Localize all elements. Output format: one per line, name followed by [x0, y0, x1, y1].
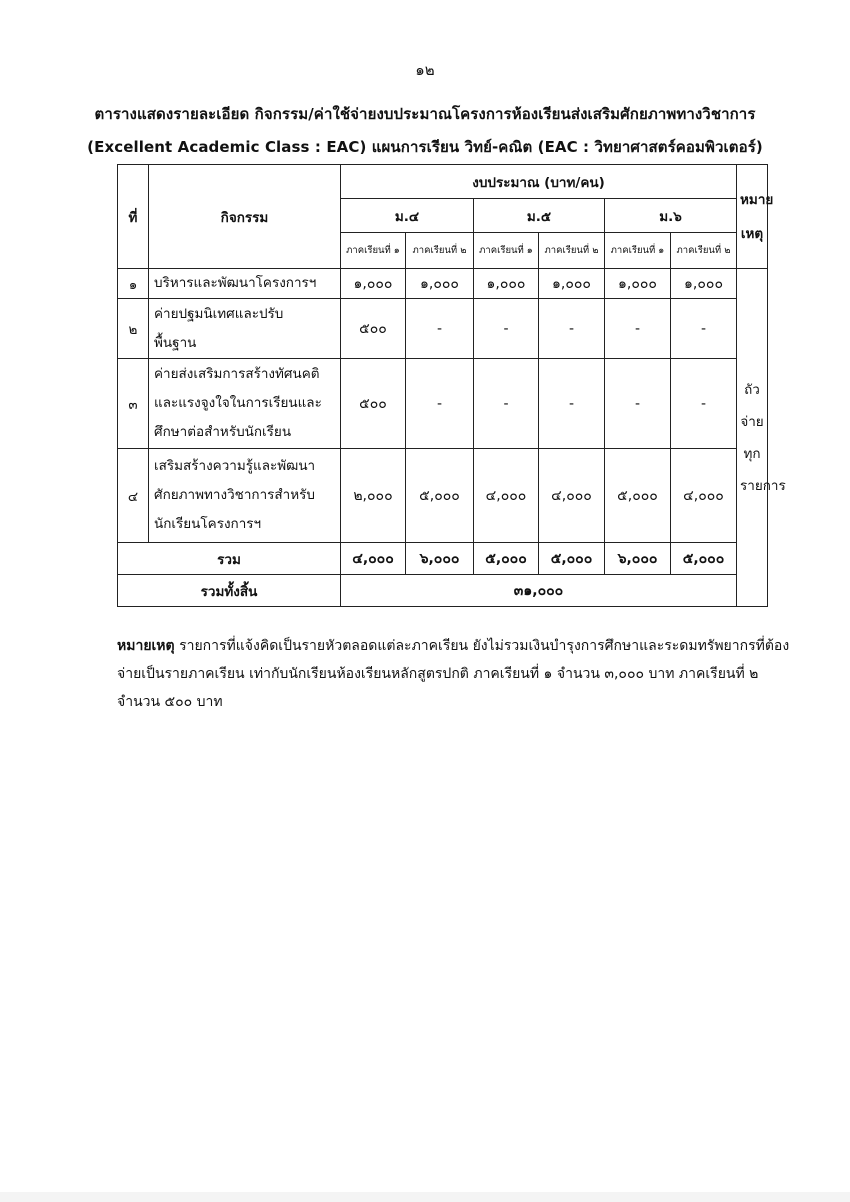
note-cell — [737, 269, 786, 607]
total-value: ๖,๐๐๐ — [605, 543, 671, 575]
page-number: ๑๒ — [415, 61, 435, 79]
value-cell: ๑,๐๐๐ — [671, 269, 737, 299]
total-value: ๔,๐๐๐ — [341, 543, 406, 575]
activity-line: ศักยภาพทางวิชาการสำหรับ — [154, 487, 315, 503]
value-cell: ๕๐๐ — [341, 359, 406, 449]
header-no: ที่ — [118, 165, 149, 269]
activity-line: และแรงจูงใจในการเรียนและ — [154, 395, 322, 411]
header-grade-m4: ม.๔ — [341, 199, 474, 233]
table-title-line-1: ตารางแสดงรายละเอียด กิจกรรม/ค่าใช้จ่ายงบประมาณโครงการห้องเรียนส่งเสริมศักยภาพทางวิชาการ — [94, 105, 756, 123]
remark-label: หมายเหตุ — [117, 638, 175, 654]
remark-text: รายการที่แจ้งคิดเป็นรายหัวตลอดแต่ละภาคเรียน ยังไม่รวมเงินบำรุงการศึกษาและระดมทรัพยากรที่ต้องจ่ายเป็นรายภาคเรียน เท่ากับนักเรียนห้องเรียนหลักสูตรปกติ ภาคเรียนที่ ๑ จำนวน ๓,๐๐๐ บาท ภาคเรียนที่ ๒ จำนวน ๕๐๐ บาท — [117, 638, 790, 710]
header-budget: งบประมาณ (บาท/คน) — [341, 165, 737, 199]
activity-line: บริหารและพัฒนาโครงการฯ — [154, 275, 317, 291]
grand-total-value: ๓๑,๐๐๐ — [341, 575, 737, 607]
total-value: ๕,๐๐๐ — [539, 543, 605, 575]
value-cell: ๑,๐๐๐ — [539, 269, 605, 299]
table-title-line-2: (Excellent Academic Class : EAC) แผนการเรียน วิทย์-คณิต (EAC : วิทยาศาสตร์คอมพิวเตอร์) — [87, 138, 763, 156]
grand-total-label: รวมทั้งสิ้น — [118, 575, 341, 607]
scan-edge — [0, 1192, 850, 1202]
value-cell: - — [605, 359, 671, 449]
value-cell: ๔,๐๐๐ — [539, 449, 605, 543]
value-cell: - — [671, 299, 737, 359]
header-m5-semester-2: ภาคเรียนที่ ๒ — [539, 233, 605, 269]
activity-name — [149, 449, 341, 543]
note-line: ทุก — [743, 445, 761, 462]
activity-line: พื้นฐาน — [154, 334, 197, 351]
header-m5-semester-1: ภาคเรียนที่ ๑ — [474, 233, 539, 269]
note-line: ถัวจ่าย — [740, 381, 764, 430]
activity-line: ค่ายปฐมนิเทศและปรับ — [154, 305, 284, 322]
total-value: ๕,๐๐๐ — [671, 543, 737, 575]
value-cell: - — [474, 359, 539, 449]
header-m4-semester-2: ภาคเรียนที่ ๒ — [406, 233, 474, 269]
header-m4-semester-1: ภาคเรียนที่ ๑ — [341, 233, 406, 269]
value-cell: - — [539, 359, 605, 449]
row-no: ๒ — [118, 299, 149, 359]
header-note-line-2: เหตุ — [740, 225, 764, 242]
value-cell: ๑,๐๐๐ — [605, 269, 671, 299]
grand-total-row — [118, 575, 768, 607]
header-grade-m5: ม.๕ — [474, 199, 605, 233]
table-row — [118, 299, 768, 359]
value-cell: ๕๐๐ — [341, 299, 406, 359]
activity-name — [149, 299, 341, 359]
value-cell: - — [406, 299, 474, 359]
activity-line: นักเรียนโครงการฯ — [154, 516, 262, 532]
value-cell: ๑,๐๐๐ — [406, 269, 474, 299]
row-no: ๑ — [118, 269, 149, 299]
value-cell: ๕,๐๐๐ — [605, 449, 671, 543]
value-cell: ๑,๐๐๐ — [341, 269, 406, 299]
table-row — [118, 269, 768, 299]
activity-line: ค่ายส่งเสริมการสร้างทัศนคติ — [154, 366, 320, 382]
total-row — [118, 543, 768, 575]
header-grade-m6: ม.๖ — [605, 199, 737, 233]
total-value: ๖,๐๐๐ — [406, 543, 474, 575]
activity-name — [149, 359, 341, 449]
value-cell: ๒,๐๐๐ — [341, 449, 406, 543]
remark-paragraph — [117, 632, 797, 716]
row-no: ๔ — [118, 449, 149, 543]
header-note-line-1: หมาย — [740, 191, 774, 208]
total-label: รวม — [118, 543, 341, 575]
note-line: รายการ — [740, 477, 786, 494]
value-cell: - — [539, 299, 605, 359]
activity-name — [149, 269, 341, 299]
header-note — [737, 165, 774, 269]
table-row — [118, 449, 768, 543]
total-value: ๕,๐๐๐ — [474, 543, 539, 575]
value-cell: ๕,๐๐๐ — [406, 449, 474, 543]
row-no: ๓ — [118, 359, 149, 449]
activity-line: ศึกษาต่อสำหรับนักเรียน — [154, 424, 292, 440]
value-cell: ๔,๐๐๐ — [474, 449, 539, 543]
value-cell: ๑,๐๐๐ — [474, 269, 539, 299]
header-activity: กิจกรรม — [149, 165, 341, 269]
value-cell: - — [406, 359, 474, 449]
activity-line: เสริมสร้างความรู้และพัฒนา — [154, 458, 316, 474]
value-cell: - — [474, 299, 539, 359]
table-row — [118, 359, 768, 449]
value-cell: ๔,๐๐๐ — [671, 449, 737, 543]
value-cell: - — [671, 359, 737, 449]
budget-table — [117, 164, 786, 607]
header-m6-semester-1: ภาคเรียนที่ ๑ — [605, 233, 671, 269]
header-m6-semester-2: ภาคเรียนที่ ๒ — [671, 233, 737, 269]
value-cell: - — [605, 299, 671, 359]
